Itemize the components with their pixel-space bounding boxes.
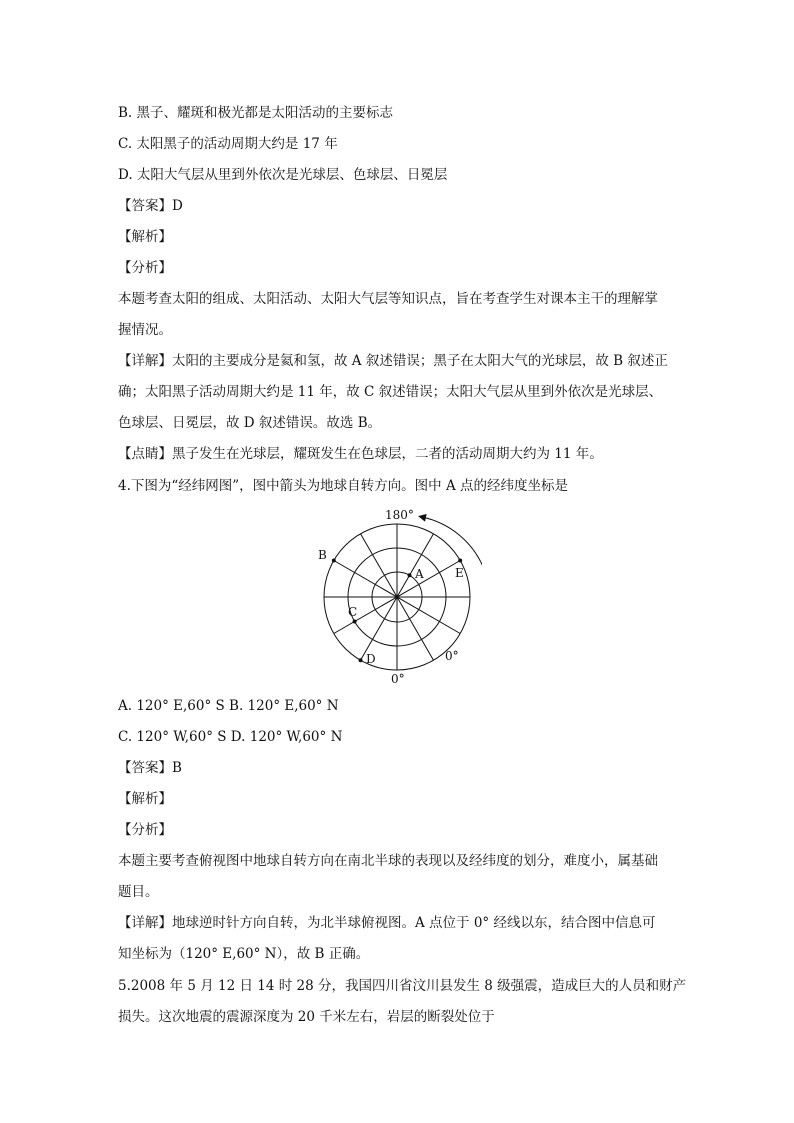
- option-d: D. 太阳大气层从里到外依次是光球层、色球层、日冕层: [118, 167, 448, 183]
- label-d: D: [366, 652, 376, 666]
- analysis-label-2: 【解析】: [118, 791, 172, 807]
- point-e: [458, 559, 462, 563]
- answer-label: 【答案】D: [118, 198, 183, 214]
- label-a: A: [415, 567, 424, 581]
- detail-text-2: 【详解】地球逆时针方向自转，为北半球俯视图。A 点位于 0° 经线以东，结合图中信息可: [118, 915, 656, 931]
- option-b: B. 黑子、耀斑和极光都是太阳活动的主要标志: [118, 105, 394, 121]
- analysis-text-2-cont: 题目。: [118, 884, 159, 900]
- detail-text-cont: 确；太阳黑子活动周期大约是 11 年，故 C 叙述错误；太阳大气层从里到外依次是光球层、: [118, 384, 663, 400]
- answer-label-2: 【答案】B: [118, 760, 182, 776]
- point-a: [408, 573, 412, 577]
- graticule-svg: [312, 505, 482, 685]
- analysis-text: 本题考查太阳的组成、太阳活动、太阳大气层等知识点，旨在考查学生对课本主干的理解掌: [118, 291, 658, 307]
- label-0-bottom: 0°: [391, 672, 405, 685]
- analysis-sub-label: 【分析】: [118, 260, 172, 276]
- tip-text: 【点睛】黑子发生在光球层，耀斑发生在色球层，二者的活动周期大约为 11 年。: [118, 446, 603, 462]
- analysis-label: 【解析】: [118, 229, 172, 245]
- label-180: 180°: [385, 508, 414, 522]
- point-b: [332, 559, 336, 563]
- label-0-right: 0°: [445, 649, 459, 663]
- question-5-cont: 损失。这次地震的震源深度为 20 千米左右，岩层的断裂处位于: [118, 1009, 495, 1025]
- point-d: [359, 658, 363, 662]
- option-c: C. 太阳黑子的活动周期大约是 17 年: [118, 136, 338, 152]
- graticule-diagram: [312, 505, 482, 685]
- options-row-2: C. 120° W,60° S D. 120° W,60° N: [118, 729, 343, 745]
- analysis-text-2: 本题主要考查俯视图中地球自转方向在南北半球的表现以及经纬度的划分，难度小，属基础: [118, 853, 658, 869]
- analysis-sub-label-2: 【分析】: [118, 822, 172, 838]
- label-c: C: [348, 605, 358, 619]
- label-e: E: [455, 566, 464, 580]
- detail-text-2-cont: 知坐标为（120° E,60° N），故 B 正确。: [118, 946, 370, 962]
- analysis-text-cont: 握情况。: [118, 322, 172, 338]
- question-5: 5.2008 年 5 月 12 日 14 时 28 分，我国四川省汶川县发生 8 级强震，造成巨大的人员和财产: [118, 978, 687, 994]
- detail-text-end: 色球层、日冕层，故 D 叙述错误。故选 B。: [118, 415, 382, 431]
- point-c: [353, 620, 357, 624]
- options-row-1: A. 120° E,60° S B. 120° E,60° N: [118, 698, 339, 714]
- label-b: B: [318, 548, 327, 562]
- detail-text: 【详解】太阳的主要成分是氦和氢，故 A 叙述错误；黑子在太阳大气的光球层，故 B 叙述正: [118, 353, 668, 369]
- question-4: 4.下图为“经纬网图”，图中箭头为地球自转方向。图中 A 点的经纬度坐标是: [118, 478, 569, 494]
